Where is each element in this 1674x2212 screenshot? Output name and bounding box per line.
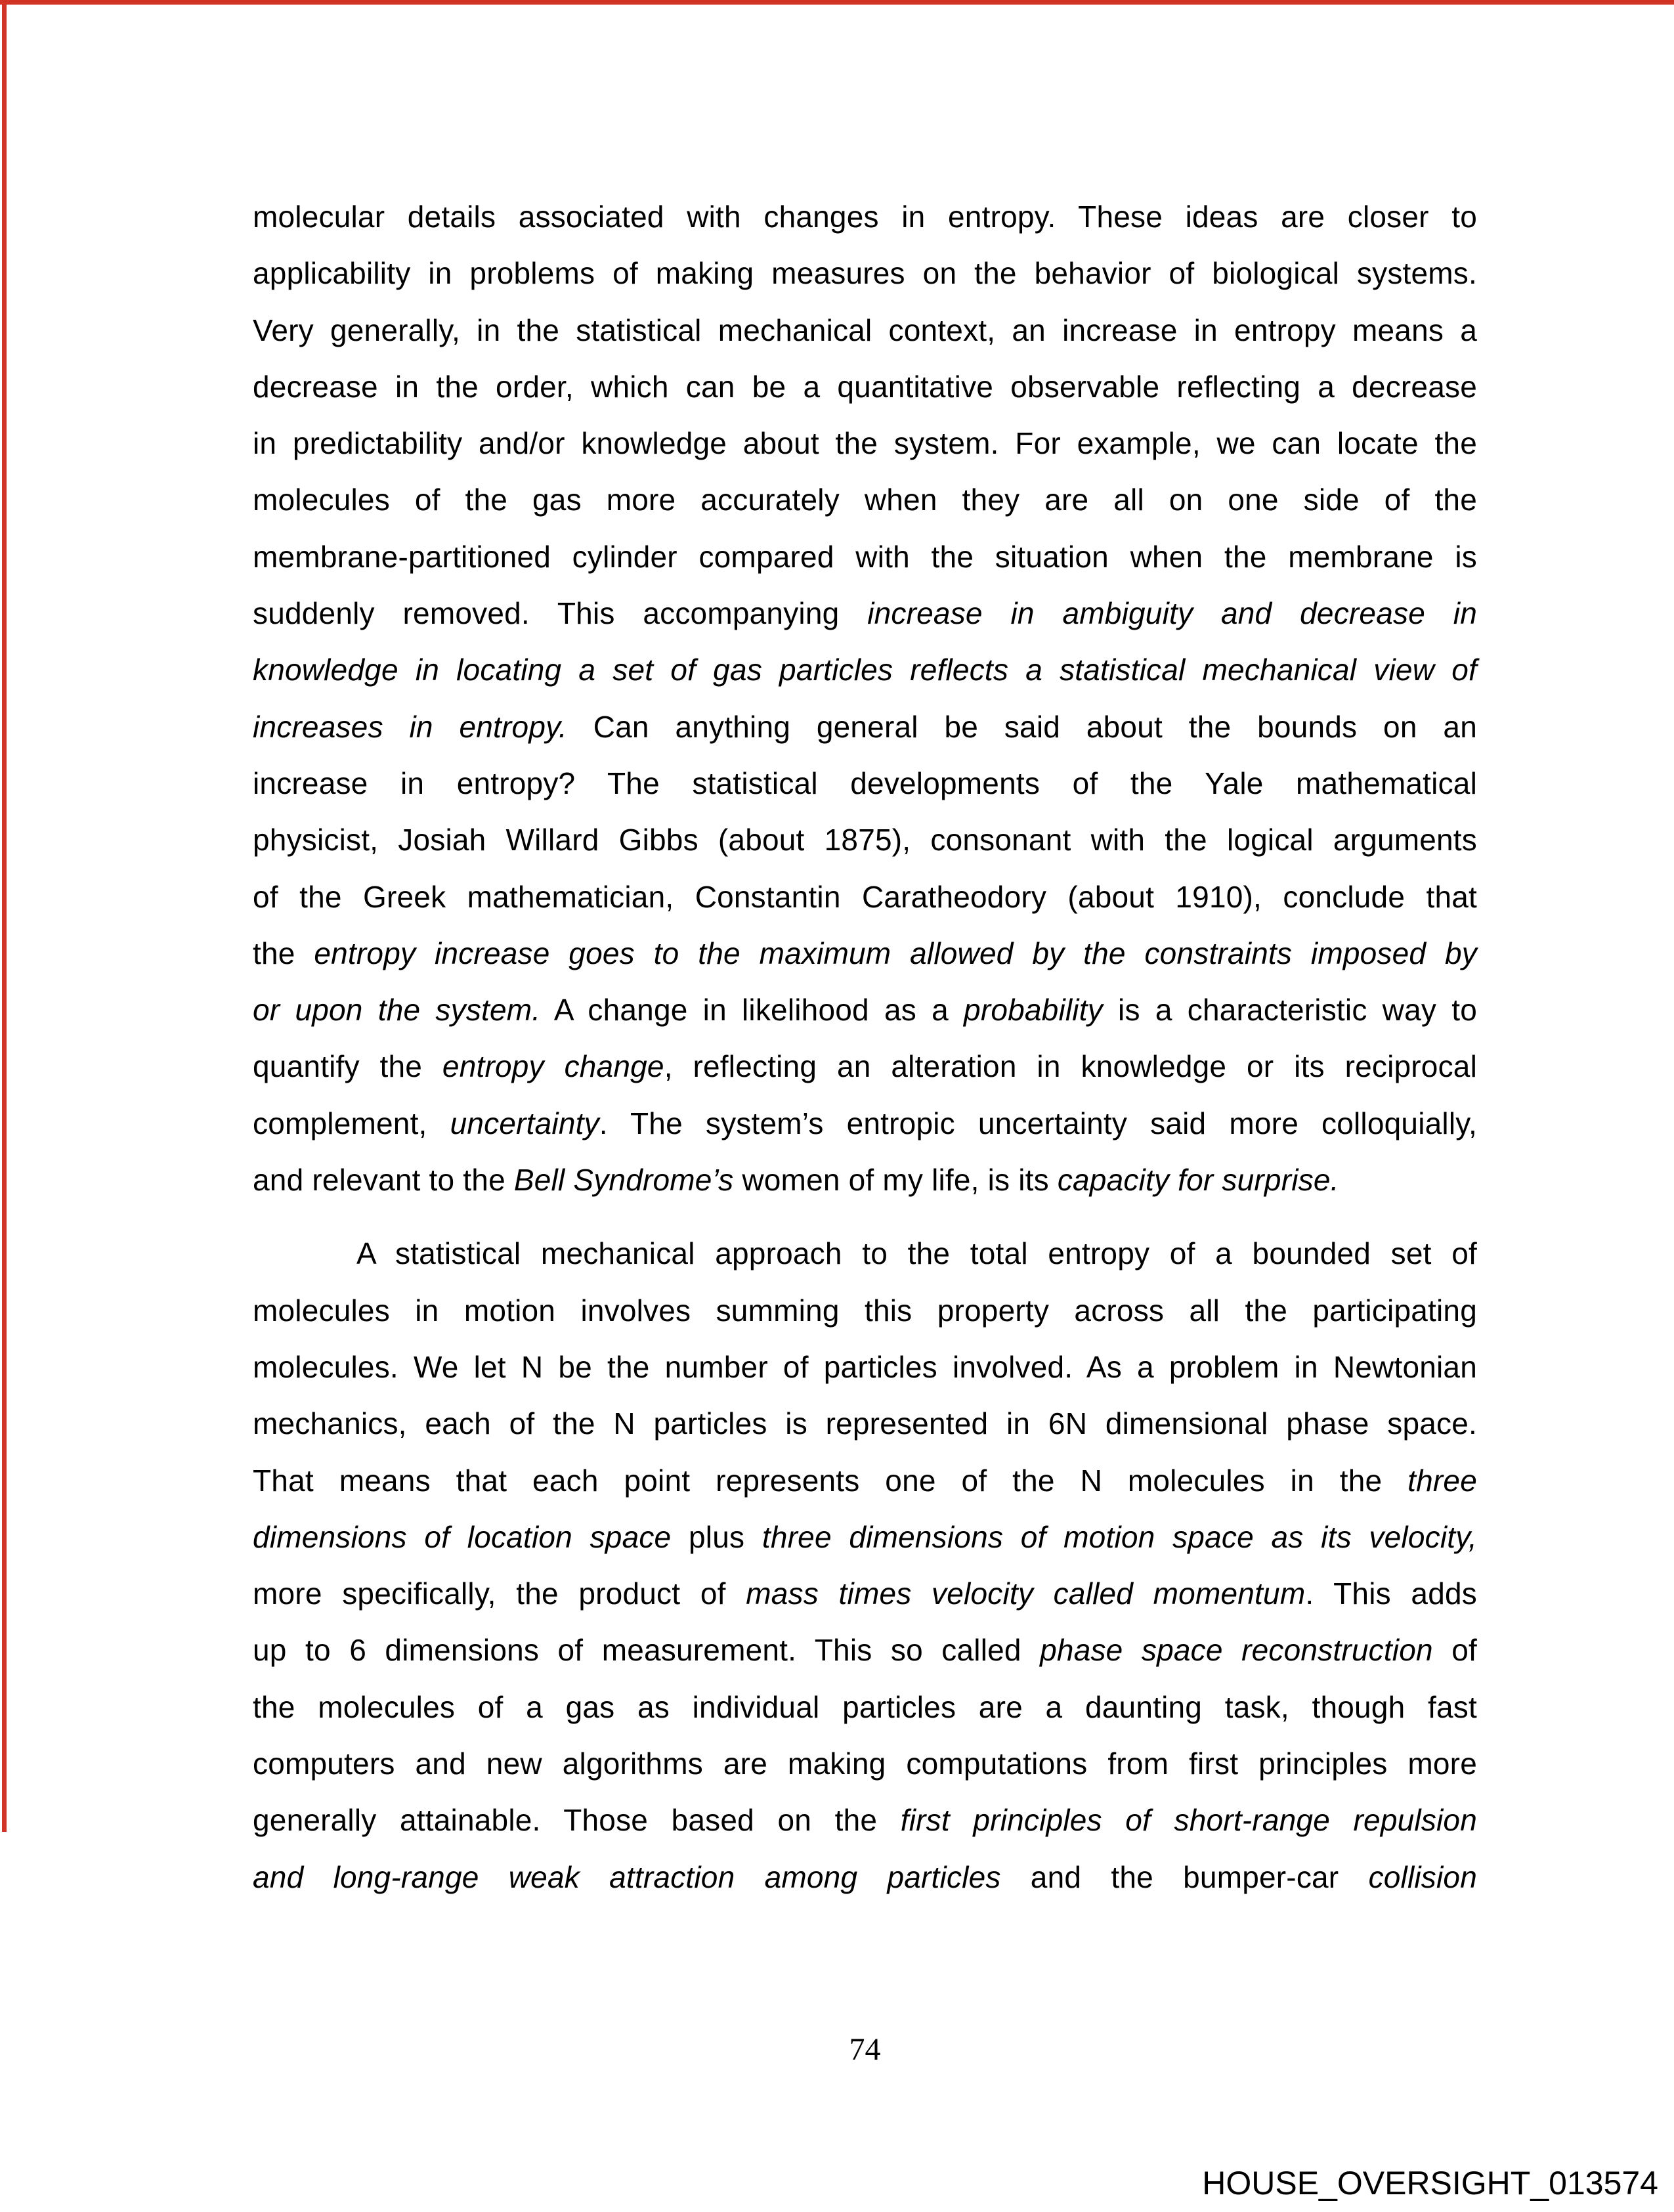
text-segment: mechanics, each of the N particles is represented in 6N dimensional phase space. [253, 1406, 1477, 1441]
text-segment: physicist, Josiah Willard Gibbs (about 1875), consonant with the logical arguments [253, 823, 1477, 857]
text-segment: applicability in problems of making measures on the behavior of biological systems. [253, 256, 1477, 291]
italic-text-segment: entropy increase goes to the maximum allowed by the constraints imposed by [314, 936, 1477, 970]
text-segment: of the Greek mathematician, Constantin Caratheodory (about 1910), conclude that [253, 879, 1477, 914]
text-segment: is a characteristic way to [1102, 993, 1477, 1028]
text-segment: the molecules of a gas as individual particles are a daunting task, though fast [253, 1689, 1477, 1724]
text-line [253, 302, 1477, 358]
text-line [253, 1565, 1477, 1622]
italic-text-segment: mass times velocity called momentum [746, 1576, 1306, 1611]
text-segment: molecules in motion involves summing this property across all the participating [253, 1293, 1477, 1328]
bates-stamp: HOUSE_OVERSIGHT_013574 [1202, 2165, 1658, 2201]
text-segment: suddenly removed. This accompanying [253, 596, 868, 631]
text-line [253, 869, 1477, 925]
text-segment: . The system’s entropic uncertainty said more colloquially, [599, 1106, 1477, 1140]
text-segment: women of my life, is its [733, 1163, 1058, 1198]
italic-text-segment: uncertainty [450, 1106, 599, 1140]
text-segment: quantify the [253, 1049, 442, 1084]
text-segment: molecular details associated with changes in entropy. These ideas are closer to [253, 200, 1477, 234]
italic-text-segment: first principles of short-range repulsion [900, 1803, 1477, 1838]
text-line [253, 245, 1477, 301]
text-segment: increase in entropy? The statistical developments of the Yale mathematical [253, 766, 1477, 800]
text-segment: membrane-partitioned cylinder compared with the situation when the membrane is [253, 539, 1477, 574]
text-segment: molecules. We let N be the number of particles involved. As a problem in Newtonian [253, 1349, 1477, 1384]
text-line [253, 1095, 1477, 1152]
text-line [253, 925, 1477, 982]
text-line [253, 1282, 1477, 1339]
italic-text-segment: probability [964, 993, 1103, 1028]
text-segment: of [1432, 1633, 1477, 1668]
scan-artifact-line-left [2, 0, 7, 1832]
text-segment: complement, [253, 1106, 450, 1140]
text-line [253, 1225, 1477, 1282]
italic-text-segment: dimensions of location space [253, 1519, 672, 1554]
text-line [253, 1849, 1477, 1905]
page-number: 74 [849, 2032, 881, 2067]
italic-text-segment: phase space reconstruction [1040, 1633, 1433, 1668]
text-line [253, 699, 1477, 755]
text-line [253, 188, 1477, 245]
text-segment: and the bumper-car [1000, 1859, 1369, 1894]
text-segment: decrease in the order, which can be a quantitative observable reflecting a decrease [253, 369, 1477, 404]
text-line [253, 1038, 1477, 1095]
text-line [253, 471, 1477, 528]
text-segment: Can anything general be said about the bounds on an [567, 709, 1477, 744]
text-segment: plus [671, 1519, 762, 1554]
text-segment: more specifically, the product of [253, 1576, 746, 1611]
italic-text-segment: or upon the system. [253, 993, 541, 1028]
text-line [253, 1622, 1477, 1678]
text-segment: up to 6 dimensions of measurement. This so called [253, 1633, 1041, 1668]
body-text [253, 188, 1477, 1905]
italic-text-segment: and long-range weak attraction among particles [253, 1859, 1001, 1894]
text-line [253, 1395, 1477, 1452]
text-line [253, 1509, 1477, 1565]
scan-artifact-line-top [0, 0, 1674, 5]
text-line [253, 641, 1477, 698]
italic-text-segment: collision [1368, 1859, 1477, 1894]
italic-text-segment: entropy change [442, 1049, 664, 1084]
italic-text-segment: three dimensions of motion space as its velocity, [762, 1519, 1477, 1554]
text-line [253, 982, 1477, 1038]
text-line [253, 415, 1477, 471]
text-segment: molecules of the gas more accurately when they are all on one side of the [253, 483, 1477, 517]
italic-text-segment: three [1407, 1463, 1477, 1498]
italic-text-segment: increases in entropy. [253, 709, 567, 744]
text-line [253, 529, 1477, 585]
text-segment: A change in likelihood as a [540, 993, 964, 1028]
italic-text-segment: knowledge in locating a set of gas particles reflects a statistical mechanical view of [253, 653, 1477, 687]
text-segment: in predictability and/or knowledge about the system. For example, we can locate the [253, 426, 1477, 461]
text-segment: generally attainable. Those based on the [253, 1803, 901, 1838]
text-line [253, 812, 1477, 868]
text-line [253, 1679, 1477, 1735]
text-line [253, 1339, 1477, 1395]
italic-text-segment: increase in ambiguity and decrease in [867, 596, 1477, 631]
text-line [253, 585, 1477, 641]
text-line [253, 1152, 1477, 1208]
text-line [253, 755, 1477, 812]
text-segment: Very generally, in the statistical mechanical context, an increase in entropy means a [253, 313, 1477, 347]
text-segment: computers and new algorithms are making computations from first principles more [253, 1746, 1477, 1781]
text-segment: and relevant to the [253, 1163, 514, 1198]
text-segment: That means that each point represents one of the N molecules in the [253, 1463, 1408, 1498]
text-line [253, 1735, 1477, 1792]
italic-text-segment: Bell Syndrome’s [513, 1163, 734, 1198]
paragraph [253, 188, 1477, 1208]
text-line [253, 1792, 1477, 1848]
italic-text-segment: capacity for surprise. [1057, 1163, 1339, 1198]
text-segment: , reflecting an alteration in knowledge or its reciprocal [664, 1049, 1477, 1084]
text-segment: the [253, 936, 314, 970]
paragraph [253, 1225, 1477, 1905]
text-line [253, 358, 1477, 415]
text-segment: A statistical mechanical approach to the total entropy of a bounded set of [356, 1236, 1477, 1271]
text-line [253, 1452, 1477, 1509]
text-segment: . This adds [1305, 1576, 1477, 1611]
